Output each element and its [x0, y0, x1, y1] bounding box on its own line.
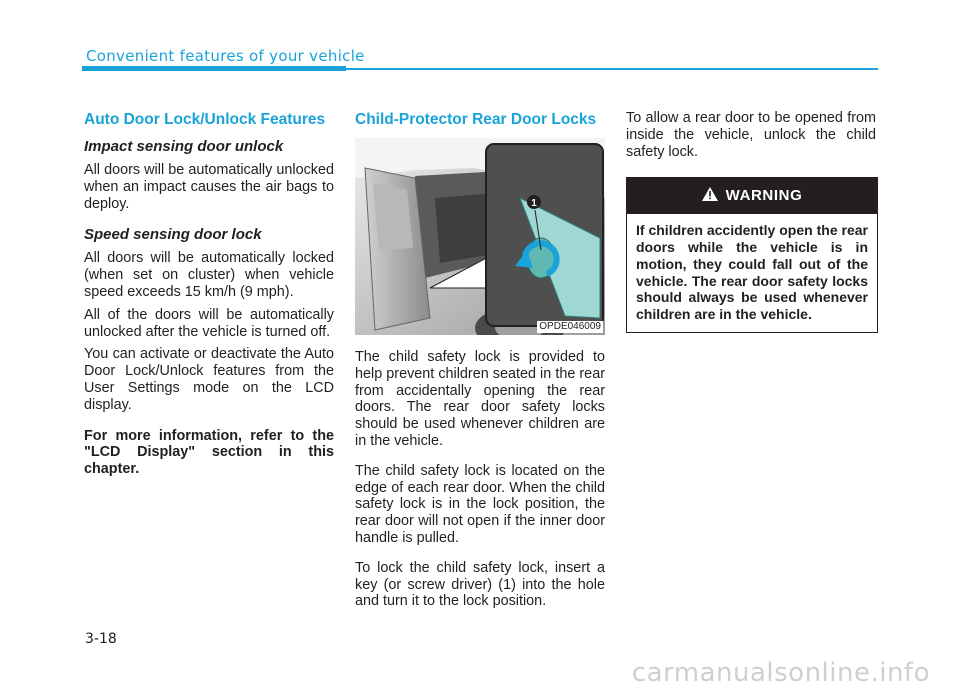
paragraph-settings: You can activate or deactivate the Auto Door Lock/Unlock features from the User Settings mode on the LCD display.	[84, 346, 334, 413]
car-door-drawing	[355, 138, 605, 335]
watermark: carmanualsonline.info	[631, 658, 930, 688]
warning-triangle-icon	[702, 187, 718, 206]
heading-auto-door-lock: Auto Door Lock/Unlock Features	[84, 111, 326, 128]
warning-box	[626, 177, 878, 332]
paragraph-child-lock-location: The child safety lock is located on the edge of each rear door. When the child safety lock is in the lock position, the rear door will not open if the inner door handle is pulled.	[355, 462, 605, 546]
warning-text: If children accidently open the rear doors while the vehicle is in motion, they could fall out of the vehicle. The rear door safety locks should always be used whenever children are in the vehicle.	[636, 222, 868, 322]
column-auto-door-lock	[84, 110, 334, 484]
callout-number: 1	[531, 198, 537, 209]
warning-header	[627, 178, 877, 214]
paragraph-unlock-instruction: To allow a rear door to be opened from inside the vehicle, unlock the child safety lock.	[626, 110, 876, 160]
subheading-speed-lock: Speed sensing door lock	[84, 226, 262, 244]
paragraph-child-lock-purpose: The child safety lock is provided to help prevent children seated in the rear from accidentally opening the rear doors. The rear door safety locks should be used whenever children are in the vehicle.	[355, 349, 605, 449]
column-child-protector	[355, 110, 605, 616]
header-rule	[346, 68, 878, 70]
paragraph-impact-unlock: All doors will be automatically unlocked when an impact causes the air bags to deploy.	[84, 162, 334, 212]
subheading-impact-unlock: Impact sensing door unlock	[84, 138, 284, 155]
paragraph-child-lock-instructions: To lock the child safety lock, insert a key (or screw driver) (1) into the hole and turn it to the lock position.	[355, 559, 605, 610]
paragraph-speed-lock: All doors will be automatically locked (when set on cluster) when vehicle speed exceeds 15 km/h (9 mph).	[84, 250, 334, 300]
header-accent-bar	[82, 66, 346, 71]
section-title: Convenient features of your vehicle	[86, 47, 365, 65]
page-number: 3-18	[85, 631, 117, 647]
paragraph-auto-unlock: All of the doors will be automatically unlocked after the vehicle is turned off.	[84, 306, 334, 340]
warning-title: WARNING	[725, 186, 803, 204]
heading-child-protector: Child-Protector Rear Door Locks	[355, 111, 597, 128]
image-code: OPDE046009	[539, 321, 601, 332]
child-lock-illustration	[355, 138, 605, 335]
column-warning	[626, 110, 876, 333]
paragraph-reference: For more information, refer to the "LCD Display" section in this chapter.	[84, 427, 334, 478]
